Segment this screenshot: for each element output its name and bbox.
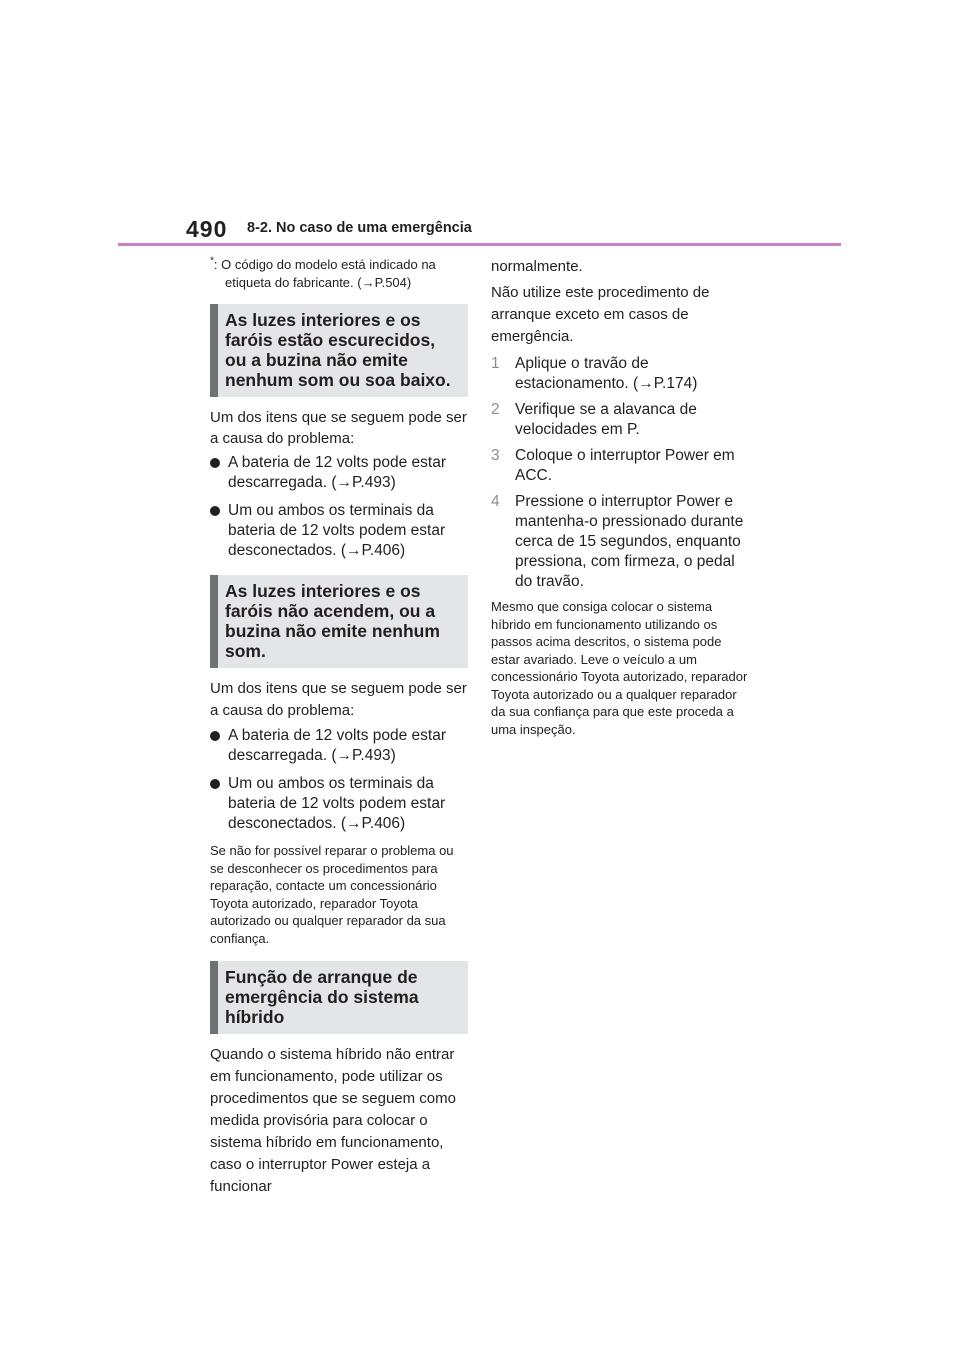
list-item-text: Um ou ambos os terminais da bateria de 12 volts podem estar desconectados. (→P.406)	[228, 502, 446, 559]
step-number: 4	[491, 493, 500, 510]
warning-text: Não utilize este procedimento de arranque exceto em casos de emergência.	[491, 284, 710, 345]
step-item	[491, 400, 749, 440]
step-text: Pressione o interruptor Power e mantenha-o pressionado durante cerca de 15 segundos, enquanto pressiona, com firmeza, o pedal do travão.	[515, 493, 744, 590]
step-number: 1	[491, 355, 500, 372]
bullet-icon	[210, 779, 220, 789]
list-item	[210, 501, 468, 561]
heading-dim-lights-text: As luzes interiores e os faróis estão escurecidos, ou a buzina não emite nenhum som ou soa baixo.	[225, 310, 451, 390]
footnote	[210, 256, 468, 292]
heading-emergency-start-text: Função de arranque de emergência do sistema híbrido	[225, 967, 419, 1027]
right-column	[491, 256, 749, 750]
header-divider	[118, 243, 841, 246]
step-text: Aplique o travão de estacionamento. (→P.174)	[515, 355, 698, 392]
footnote-mark: *	[210, 255, 214, 267]
step-number: 3	[491, 447, 500, 464]
section2-note: Se não for possível reparar o problema ou se desconhecer os procedimentos para reparação, contacte um concessionário Toyota autorizado, reparador Toyota autorizado ou qualquer reparador da sua confiança.	[210, 843, 454, 946]
heading-no-lights-text: As luzes interiores e os faróis não acendem, ou a buzina não emite nenhum som.	[225, 581, 440, 661]
section3-intro: Quando o sistema híbrido não entrar em funcionamento, pode utilizar os procedimentos que se seguem como medida provisória para colocar o sistema híbrido em funcionamento, caso o interruptor Power esteja a funcionar	[210, 1046, 456, 1195]
list-item-text: Um ou ambos os terminais da bateria de 12 volts podem estar desconectados. (→P.406)	[228, 775, 446, 832]
bullet-icon	[210, 731, 220, 741]
footnote-line1: : O código do modelo está indicado na	[213, 257, 436, 272]
step-item	[491, 354, 749, 394]
section2-bullets	[210, 726, 468, 834]
bullet-icon	[210, 458, 220, 468]
bullet-icon	[210, 506, 220, 516]
list-item	[210, 453, 468, 493]
heading-no-lights	[210, 575, 468, 668]
continuation-text: normalmente.	[491, 258, 583, 275]
steps-list	[491, 354, 749, 592]
page-number: 490	[186, 216, 228, 242]
left-column	[210, 256, 468, 1202]
step-text: Verifique se a alavanca de velocidades em P.	[515, 401, 697, 438]
list-item	[210, 774, 468, 834]
list-item-text: A bateria de 12 volts pode estar descarregada. (→P.493)	[228, 727, 447, 764]
section-title: 8-2. No caso de uma emergência	[247, 220, 472, 236]
heading-dim-lights	[210, 304, 468, 397]
heading-emergency-start	[210, 961, 468, 1034]
footnote-line2: etiqueta do fabricante. (→P.504)	[225, 275, 412, 290]
inspection-note: Mesmo que consiga colocar o sistema híbrido em funcionamento utilizando os passos acima descritos, o sistema pode estar avariado. Leve o veículo a um concessionário Toyota autorizado, reparador Toyota autorizado ou a qualquer reparador da sua confiança para que este proceda a uma inspeção.	[491, 599, 748, 737]
section2-intro: Um dos itens que se seguem pode ser a causa do problema:	[210, 680, 467, 719]
list-item-text: A bateria de 12 volts pode estar descarregada. (→P.493)	[228, 454, 447, 491]
list-item	[210, 726, 468, 766]
step-number: 2	[491, 401, 500, 418]
section1-intro: Um dos itens que se seguem pode ser a causa do problema:	[210, 409, 467, 447]
step-item	[491, 492, 749, 592]
step-text: Coloque o interruptor Power em ACC.	[515, 447, 735, 484]
step-item	[491, 446, 749, 486]
section1-bullets	[210, 453, 468, 561]
